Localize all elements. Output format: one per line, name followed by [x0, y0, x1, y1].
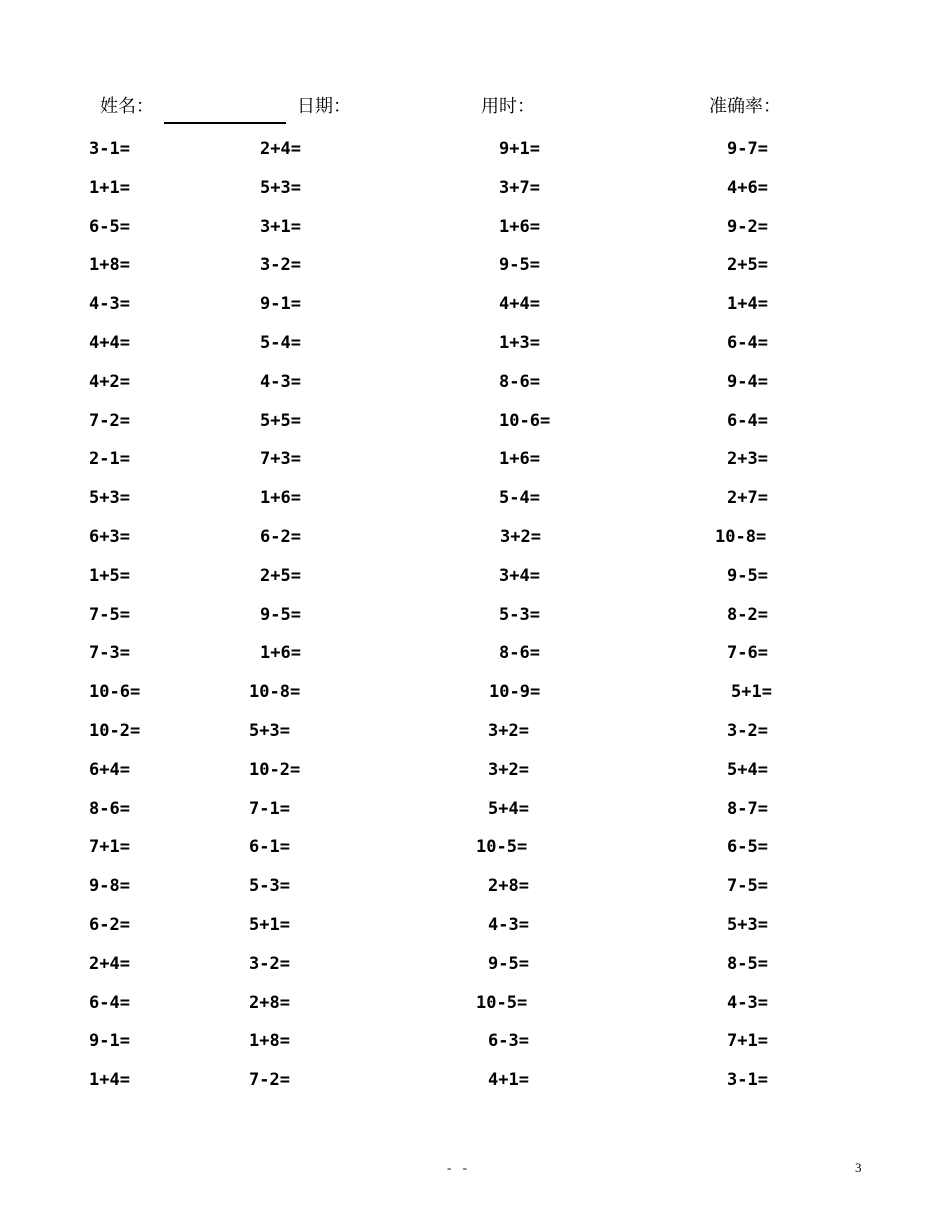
problem-r7-c2: 4-3= [260, 372, 301, 392]
problem-r21-c1: 6-2= [89, 915, 130, 935]
problem-r6-c3: 1+3= [499, 333, 540, 353]
problem-r24-c4: 7+1= [727, 1031, 768, 1051]
problem-r2-c4: 4+6= [727, 178, 768, 198]
problem-r19-c2: 6-1= [249, 837, 290, 857]
problem-r24-c3: 6-3= [488, 1031, 529, 1051]
problem-r11-c3: 3+2= [500, 527, 541, 547]
problem-r8-c2: 5+5= [260, 411, 301, 431]
problem-r6-c2: 5-4= [260, 333, 301, 353]
problem-r24-c1: 9-1= [89, 1031, 130, 1051]
problem-r10-c4: 2+7= [727, 488, 768, 508]
problem-r21-c3: 4-3= [488, 915, 529, 935]
problem-r25-c1: 1+4= [89, 1070, 130, 1090]
problem-r5-c1: 4-3= [89, 294, 130, 314]
problem-r15-c4: 5+1= [731, 682, 772, 702]
problem-r23-c3: 10-5= [476, 993, 528, 1013]
problem-r25-c2: 7-2= [249, 1070, 290, 1090]
problem-r4-c2: 3-2= [260, 255, 301, 275]
problem-r8-c3: 10-6= [499, 411, 551, 431]
problem-r24-c2: 1+8= [249, 1031, 290, 1051]
problem-r12-c2: 2+5= [260, 566, 301, 586]
problem-r12-c3: 3+4= [499, 566, 540, 586]
problem-r22-c2: 3-2= [249, 954, 290, 974]
problem-r9-c4: 2+3= [727, 449, 768, 469]
problem-r10-c2: 1+6= [260, 488, 301, 508]
problem-r23-c4: 4-3= [727, 993, 768, 1013]
problem-r1-c4: 9-7= [727, 139, 768, 159]
problem-r18-c4: 8-7= [727, 799, 768, 819]
accuracy-label: 准确率： [709, 96, 781, 117]
date-label: 日期： [297, 96, 351, 117]
problem-r3-c3: 1+6= [499, 217, 540, 237]
problem-r6-c1: 4+4= [89, 333, 130, 353]
problem-r5-c3: 4+4= [499, 294, 540, 314]
problem-r12-c1: 1+5= [89, 566, 130, 586]
problem-r19-c4: 6-5= [727, 837, 768, 857]
problem-r21-c4: 5+3= [727, 915, 768, 935]
problem-r22-c3: 9-5= [488, 954, 529, 974]
problem-r22-c1: 2+4= [89, 954, 130, 974]
problem-r7-c3: 8-6= [499, 372, 540, 392]
problem-r18-c2: 7-1= [249, 799, 290, 819]
problem-r16-c4: 3-2= [727, 721, 768, 741]
name-label: 姓名： [100, 96, 154, 117]
problem-r4-c4: 2+5= [727, 255, 768, 275]
problem-r4-c3: 9-5= [499, 255, 540, 275]
problem-r11-c4: 10-8= [715, 527, 767, 547]
problem-r16-c2: 5+3= [249, 721, 290, 741]
problem-r1-c3: 9+1= [499, 139, 540, 159]
problem-r20-c4: 7-5= [727, 876, 768, 896]
problem-r17-c3: 3+2= [488, 760, 529, 780]
problem-r20-c2: 5-3= [249, 876, 290, 896]
problem-r9-c3: 1+6= [499, 449, 540, 469]
footer-dots: - - [447, 1160, 471, 1175]
problem-r15-c1: 10-6= [89, 682, 141, 702]
problem-r3-c2: 3+1= [260, 217, 301, 237]
problem-r15-c2: 10-8= [249, 682, 301, 702]
time-label: 用时： [481, 96, 535, 117]
problem-r11-c1: 6+3= [89, 527, 130, 547]
problem-r13-c1: 7-5= [89, 605, 130, 625]
problem-r13-c3: 5-3= [499, 605, 540, 625]
problem-r17-c1: 6+4= [89, 760, 130, 780]
problem-r14-c1: 7-3= [89, 643, 130, 663]
problem-r20-c3: 2+8= [488, 876, 529, 896]
problem-r19-c3: 10-5= [476, 837, 528, 857]
problem-r8-c1: 7-2= [89, 411, 130, 431]
problem-r2-c1: 1+1= [89, 178, 130, 198]
problem-r7-c1: 4+2= [89, 372, 130, 392]
problem-r16-c3: 3+2= [488, 721, 529, 741]
problem-r2-c2: 5+3= [260, 178, 301, 198]
problem-r3-c4: 9-2= [727, 217, 768, 237]
name-underline [164, 122, 286, 124]
problem-r2-c3: 3+7= [499, 178, 540, 198]
problem-r5-c2: 9-1= [260, 294, 301, 314]
problem-r12-c4: 9-5= [727, 566, 768, 586]
problem-r25-c3: 4+1= [488, 1070, 529, 1090]
problem-r11-c2: 6-2= [260, 527, 301, 547]
problem-r6-c4: 6-4= [727, 333, 768, 353]
problem-r1-c1: 3-1= [89, 139, 130, 159]
problem-r19-c1: 7+1= [89, 837, 130, 857]
problem-r8-c4: 6-4= [727, 411, 768, 431]
problem-r22-c4: 8-5= [727, 954, 768, 974]
problem-r7-c4: 9-4= [727, 372, 768, 392]
problem-r14-c4: 7-6= [727, 643, 768, 663]
problem-r10-c1: 5+3= [89, 488, 130, 508]
problem-r18-c1: 8-6= [89, 799, 130, 819]
problem-r1-c2: 2+4= [260, 139, 301, 159]
problem-r18-c3: 5+4= [488, 799, 529, 819]
problem-r23-c1: 6-4= [89, 993, 130, 1013]
problem-r20-c1: 9-8= [89, 876, 130, 896]
problem-r21-c2: 5+1= [249, 915, 290, 935]
problem-r4-c1: 1+8= [89, 255, 130, 275]
problem-r14-c2: 1+6= [260, 643, 301, 663]
problem-r25-c4: 3-1= [727, 1070, 768, 1090]
problem-r23-c2: 2+8= [249, 993, 290, 1013]
problem-r9-c1: 2-1= [89, 449, 130, 469]
problem-r13-c2: 9-5= [260, 605, 301, 625]
problem-r9-c2: 7+3= [260, 449, 301, 469]
problem-r17-c2: 10-2= [249, 760, 301, 780]
problem-r17-c4: 5+4= [727, 760, 768, 780]
problem-r13-c4: 8-2= [727, 605, 768, 625]
problem-r5-c4: 1+4= [727, 294, 768, 314]
problem-r3-c1: 6-5= [89, 217, 130, 237]
problem-r15-c3: 10-9= [489, 682, 541, 702]
problem-r14-c3: 8-6= [499, 643, 540, 663]
page-number: 3 [855, 1160, 862, 1175]
problem-r16-c1: 10-2= [89, 721, 141, 741]
problem-r10-c3: 5-4= [499, 488, 540, 508]
